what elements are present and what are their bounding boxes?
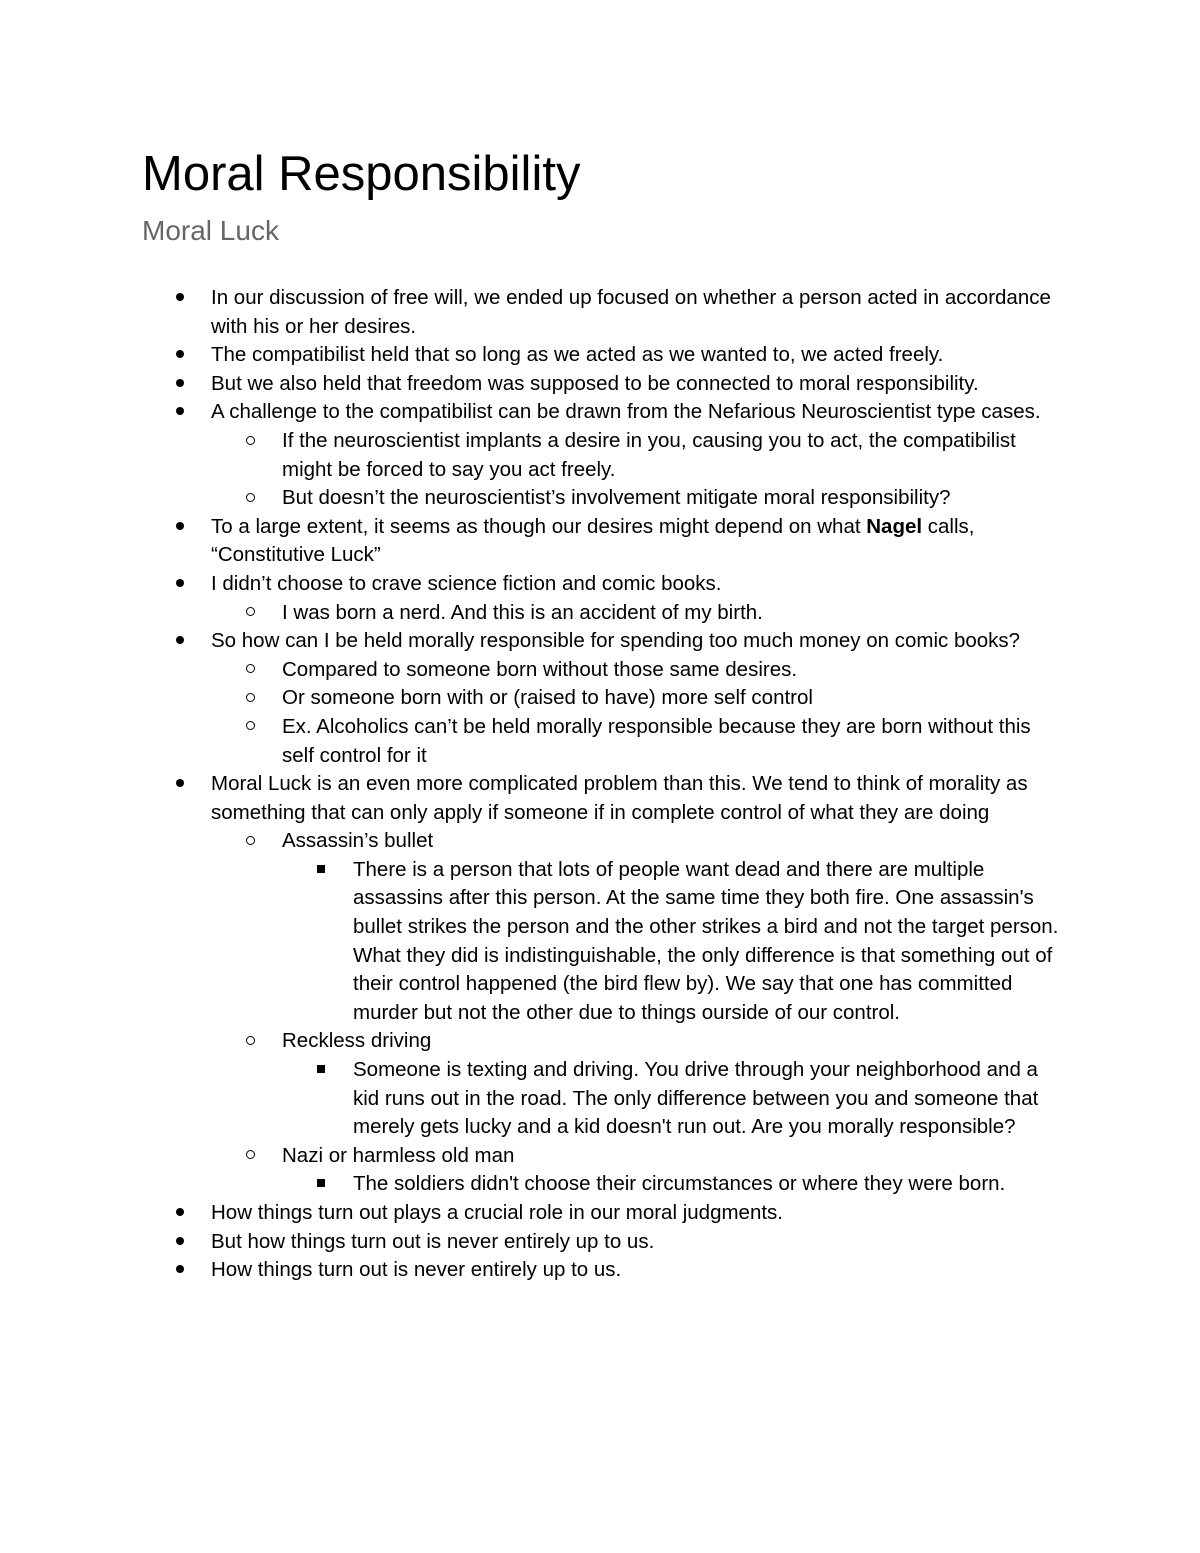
list-item xyxy=(0,513,1061,570)
list-item xyxy=(0,1228,1061,1257)
list-item xyxy=(0,570,1061,627)
sub-sub-list-item xyxy=(282,1170,1061,1199)
sub-list-item xyxy=(211,427,1061,484)
bullet-square-icon xyxy=(317,1170,325,1199)
list-item-text: A challenge to the compatibilist can be drawn from the Nefarious Neuroscientist type cases. xyxy=(211,400,1041,424)
bullet-dot-icon xyxy=(176,341,184,370)
bullet-dot-icon xyxy=(176,1228,184,1257)
sub-sub-list xyxy=(282,1056,1061,1142)
sub-list-item-text: Assassin’s bullet xyxy=(282,829,434,853)
sub-list-item-text: Reckless driving xyxy=(282,1029,432,1053)
sub-sub-list-item-text: The soldiers didn't choose their circumstances or where they were born. xyxy=(353,1172,1006,1196)
list-item-text: I didn’t choose to crave science fiction and comic books. xyxy=(211,571,722,595)
document-title: Moral Responsibility xyxy=(142,147,581,201)
sub-sub-list-item-text: Someone is texting and driving. You drive through your neighborhood and a kid runs out in the road. The only difference between you and someone that merely gets lucky and a kid doesn't run out. Are you morally responsible? xyxy=(353,1058,1039,1139)
list-item-text-end: calls, “Constitutive Luck” xyxy=(211,514,975,567)
bullet-square-icon xyxy=(317,856,325,885)
sub-list xyxy=(211,656,1061,770)
sub-list-item xyxy=(211,827,1061,1027)
sub-sub-list-item-text: There is a person that lots of people want dead and there are multiple assassins after this person. At the same time they both fire. One assassin's bullet strikes the person and the other strikes a bird and not the target person. What they did is indistinguishable, the only difference is that something out of their control happened (the bird flew by). We say that one has committed murder but not the other due to things ourside of our control. xyxy=(353,857,1059,1024)
bullet-dot-icon xyxy=(176,398,184,427)
sub-list-item-text: Or someone born with or (raised to have) more self control xyxy=(282,686,813,710)
bullet-circle-icon xyxy=(246,656,255,685)
list-item-text: How things turn out plays a crucial role in our moral judgments. xyxy=(211,1201,783,1224)
bullet-dot-icon xyxy=(176,1256,184,1285)
list-item xyxy=(0,341,1061,370)
bullet-circle-icon xyxy=(246,599,255,628)
list-item xyxy=(0,398,1061,512)
sub-list-item-text: I was born a nerd. And this is an accident of my birth. xyxy=(282,600,763,624)
sub-list-item xyxy=(211,484,1061,513)
bullet-dot-icon xyxy=(176,770,184,799)
list-item xyxy=(0,284,1061,341)
bullet-circle-icon xyxy=(246,713,255,742)
sub-list xyxy=(211,827,1061,1199)
bullet-dot-icon xyxy=(176,570,184,599)
sub-list-item xyxy=(211,713,1061,770)
document-body xyxy=(0,284,1200,1285)
sub-sub-list-item xyxy=(282,1056,1061,1142)
sub-list-item-text: Nazi or harmless old man xyxy=(282,1143,515,1167)
list-item-text: But we also held that freedom was supposed to be connected to moral responsibility. xyxy=(211,371,979,395)
sub-list xyxy=(211,427,1061,513)
bullet-square-icon xyxy=(317,1056,325,1085)
bullet-dot-icon xyxy=(176,627,184,656)
sub-list-item-text: Compared to someone born without those same desires. xyxy=(282,657,798,681)
list-item xyxy=(0,1256,1061,1285)
list-item-text: The compatibilist held that so long as we acted as we wanted to, we acted freely. xyxy=(211,343,944,367)
document-subtitle: Moral Luck xyxy=(142,215,279,246)
bullet-list xyxy=(0,284,1200,1285)
list-item xyxy=(0,770,1061,1199)
sub-sub-list xyxy=(282,856,1061,1028)
bullet-circle-icon xyxy=(246,684,255,713)
bullet-circle-icon xyxy=(246,427,255,456)
list-item-text-start: To a large extent, it seems as though our desires might depend on what xyxy=(211,514,867,538)
bold-name-nagel: Nagel xyxy=(866,514,923,538)
sub-list-item xyxy=(211,1027,1061,1141)
bullet-circle-icon xyxy=(246,827,255,856)
bullet-circle-icon xyxy=(246,1027,255,1056)
bullet-dot-icon xyxy=(176,1199,184,1228)
list-item-text: Moral Luck is an even more complicated problem than this. We tend to think of morality as something that can only apply if someone if in complete control of what they are doing xyxy=(211,772,1028,824)
list-item-text: But how things turn out is never entirely up to us. xyxy=(211,1229,655,1253)
sub-list xyxy=(211,599,1061,628)
list-item-text: How things turn out is never entirely up to us. xyxy=(211,1258,622,1282)
list-item xyxy=(0,627,1061,770)
list-item xyxy=(0,370,1061,399)
bullet-circle-icon xyxy=(246,1142,255,1171)
bullet-dot-icon xyxy=(176,284,184,313)
sub-sub-list-item xyxy=(282,856,1061,1028)
sub-list-item xyxy=(211,1142,1061,1199)
sub-list-item xyxy=(211,599,1061,628)
sub-list-item-text: Ex. Alcoholics can’t be held morally responsible because they are born without this self control for it xyxy=(282,714,1031,767)
bullet-dot-icon xyxy=(176,370,184,399)
sub-list-item xyxy=(211,656,1061,685)
sub-list-item-text: But doesn’t the neuroscientist’s involvement mitigate moral responsibility? xyxy=(282,486,951,510)
list-item-text: So how can I be held morally responsible for spending too much money on comic books? xyxy=(211,629,1021,653)
sub-list-item xyxy=(211,684,1061,713)
sub-list-item-text: If the neuroscientist implants a desire in you, causing you to act, the compatibilist might be forced to say you act freely. xyxy=(282,428,1016,481)
sub-sub-list xyxy=(282,1170,1061,1199)
bullet-circle-icon xyxy=(246,484,255,513)
list-item xyxy=(0,1199,1061,1228)
bullet-dot-icon xyxy=(176,513,184,542)
list-item-text: In our discussion of free will, we ended up focused on whether a person acted in accordance with his or her desires. xyxy=(211,286,1051,338)
